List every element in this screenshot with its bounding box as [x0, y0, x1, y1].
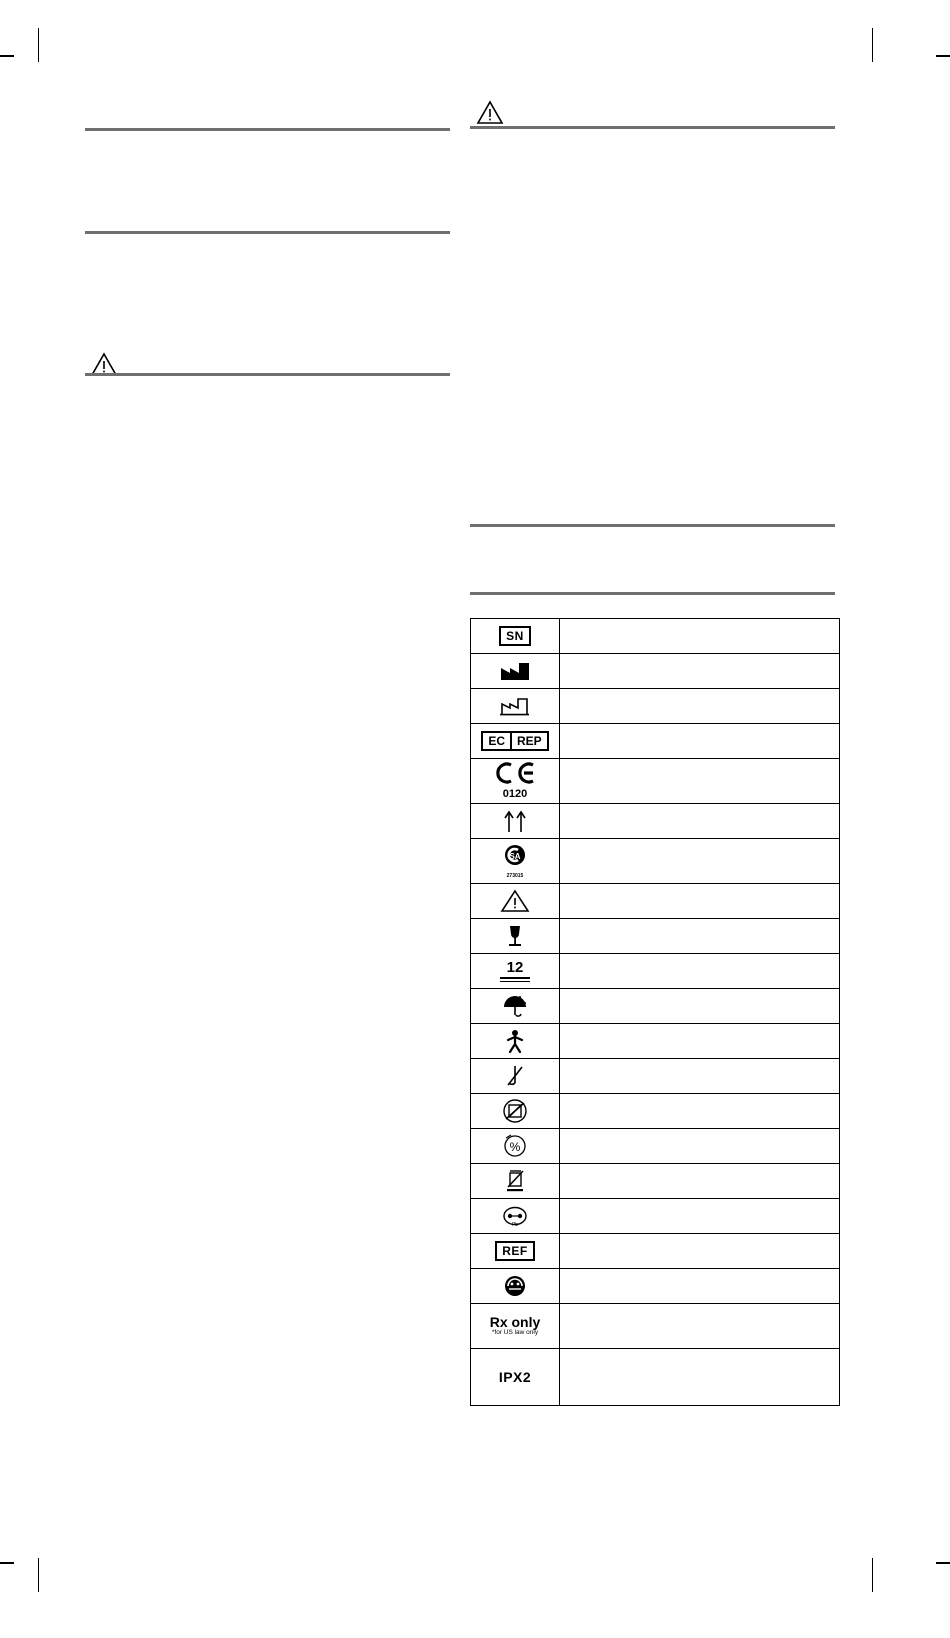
table-row	[471, 1349, 840, 1406]
crop-mark-top-right	[872, 28, 873, 62]
table-row	[471, 1059, 840, 1094]
catalogue-number-label: REF	[495, 1241, 535, 1261]
edge-mark-left-top	[0, 55, 14, 57]
stacking-limit-underline-2	[500, 981, 530, 982]
crossed-circle-glyph	[501, 1098, 529, 1124]
ingress-protection-icon	[471, 1349, 560, 1406]
rx-only-label: Rx only	[489, 1314, 541, 1331]
consult-ifu-glyph	[502, 1273, 528, 1299]
keep-dry-description	[560, 989, 840, 1024]
keep-dry-icon	[471, 989, 560, 1024]
table-row	[471, 689, 840, 724]
manufacturer-description	[560, 654, 840, 689]
no-hooks-glyph	[502, 1063, 528, 1089]
svg-text:%: %	[509, 1140, 521, 1154]
svg-text:SA: SA	[509, 852, 521, 861]
type-b-applied-part-description	[560, 1024, 840, 1059]
type-b-applied-part-icon	[471, 1024, 560, 1059]
stacking-limit-number: 12	[506, 959, 524, 976]
date-of-manufacture-icon	[471, 689, 560, 724]
table-row	[471, 1094, 840, 1129]
table-row	[471, 1129, 840, 1164]
ce-notified-body-number: 0120	[502, 788, 528, 800]
humidity-limitation-description	[560, 1129, 840, 1164]
rx-only-description	[560, 1304, 840, 1349]
battery-recycle-glyph	[500, 1204, 530, 1228]
edge-mark-right-bottom	[936, 1562, 950, 1564]
stacking-limit-underline-1	[500, 977, 530, 979]
crossed-wheelie-bin-glyph	[502, 1168, 528, 1194]
weee-disposal-description	[560, 1164, 840, 1199]
consult-instructions-description	[560, 1269, 840, 1304]
crop-mark-bottom-right	[872, 1558, 873, 1592]
right-column-rule-2	[470, 524, 835, 527]
csa-glyph	[498, 843, 532, 869]
serial-number-label: SN	[499, 626, 531, 646]
this-side-up-description	[560, 804, 840, 839]
serial-number-description	[560, 619, 840, 654]
rx-only-sublabel: *for US law only	[491, 1328, 539, 1336]
caution-description	[560, 884, 840, 919]
table-row	[471, 919, 840, 954]
fragile-icon	[471, 919, 560, 954]
up-arrows-glyph	[498, 808, 532, 834]
csa-mark-description	[560, 839, 840, 884]
consult-instructions-icon	[471, 1269, 560, 1304]
table-row	[471, 839, 840, 884]
umbrella-rain-glyph	[500, 993, 530, 1019]
manufacturer-icon	[471, 654, 560, 689]
ingress-protection-label: IPX2	[498, 1369, 532, 1385]
humidity-limitation-icon	[471, 1129, 560, 1164]
catalogue-number-icon	[471, 1234, 560, 1269]
table-row	[471, 619, 840, 654]
left-column-rule-2	[85, 231, 450, 234]
fragile-glass-glyph	[502, 923, 528, 949]
stacking-limit-description	[560, 954, 840, 989]
caution-glyph	[500, 889, 530, 913]
weee-disposal-icon	[471, 1164, 560, 1199]
rx-only-icon	[471, 1304, 560, 1349]
no-hook-description	[560, 1094, 840, 1129]
recycle-battery-description	[560, 1199, 840, 1234]
warning-triangle-icon-right	[476, 100, 504, 125]
table-row	[471, 724, 840, 759]
table-row	[471, 954, 840, 989]
catalogue-number-description	[560, 1234, 840, 1269]
fragile-description	[560, 919, 840, 954]
table-row	[471, 804, 840, 839]
edge-mark-left-bottom	[0, 1562, 14, 1564]
ec-rep-icon	[471, 724, 560, 759]
right-column-rule-3	[470, 592, 835, 595]
no-hook-icon	[471, 1094, 560, 1129]
ec-rep-description	[560, 724, 840, 759]
date-of-manufacture-description	[560, 689, 840, 724]
ec-label: EC	[483, 733, 512, 749]
ce-mark-description	[560, 759, 840, 804]
table-row	[471, 1269, 840, 1304]
csa-mark-icon	[471, 839, 560, 884]
serial-number-icon	[471, 619, 560, 654]
factory-glyph	[498, 660, 532, 682]
svg-text:Pb: Pb	[511, 1222, 519, 1228]
caution-triangle-icon	[471, 884, 560, 919]
table-row	[471, 1234, 840, 1269]
human-figure-glyph	[502, 1028, 528, 1054]
edge-mark-right-top	[936, 55, 950, 57]
do-not-use-if-damaged-icon	[471, 1059, 560, 1094]
humidity-glyph	[501, 1133, 529, 1159]
ec-rep-boxes	[481, 731, 548, 751]
table-row	[471, 1199, 840, 1234]
rep-label: REP	[516, 734, 542, 748]
csa-file-number: 273015	[506, 873, 524, 879]
symbol-legend-table	[470, 618, 840, 1406]
this-side-up-icon	[471, 804, 560, 839]
table-row	[471, 884, 840, 919]
table-row	[471, 1304, 840, 1349]
ingress-protection-description	[560, 1349, 840, 1406]
table-row	[471, 1164, 840, 1199]
table-row	[471, 989, 840, 1024]
table-row	[471, 654, 840, 689]
table-row	[471, 1024, 840, 1059]
left-column-rule-1	[85, 128, 450, 131]
crop-mark-bottom-left	[38, 1558, 39, 1592]
left-column-rule-3	[85, 373, 450, 376]
stacking-limit-icon	[471, 954, 560, 989]
recycle-battery-icon	[471, 1199, 560, 1234]
table-row	[471, 759, 840, 804]
right-column-rule-1	[470, 126, 835, 129]
ce-mark-icon	[471, 759, 560, 804]
do-not-use-if-damaged-description	[560, 1059, 840, 1094]
factory-outline-glyph	[498, 695, 532, 717]
ce-glyph	[493, 762, 537, 784]
crop-mark-top-left	[38, 28, 39, 62]
